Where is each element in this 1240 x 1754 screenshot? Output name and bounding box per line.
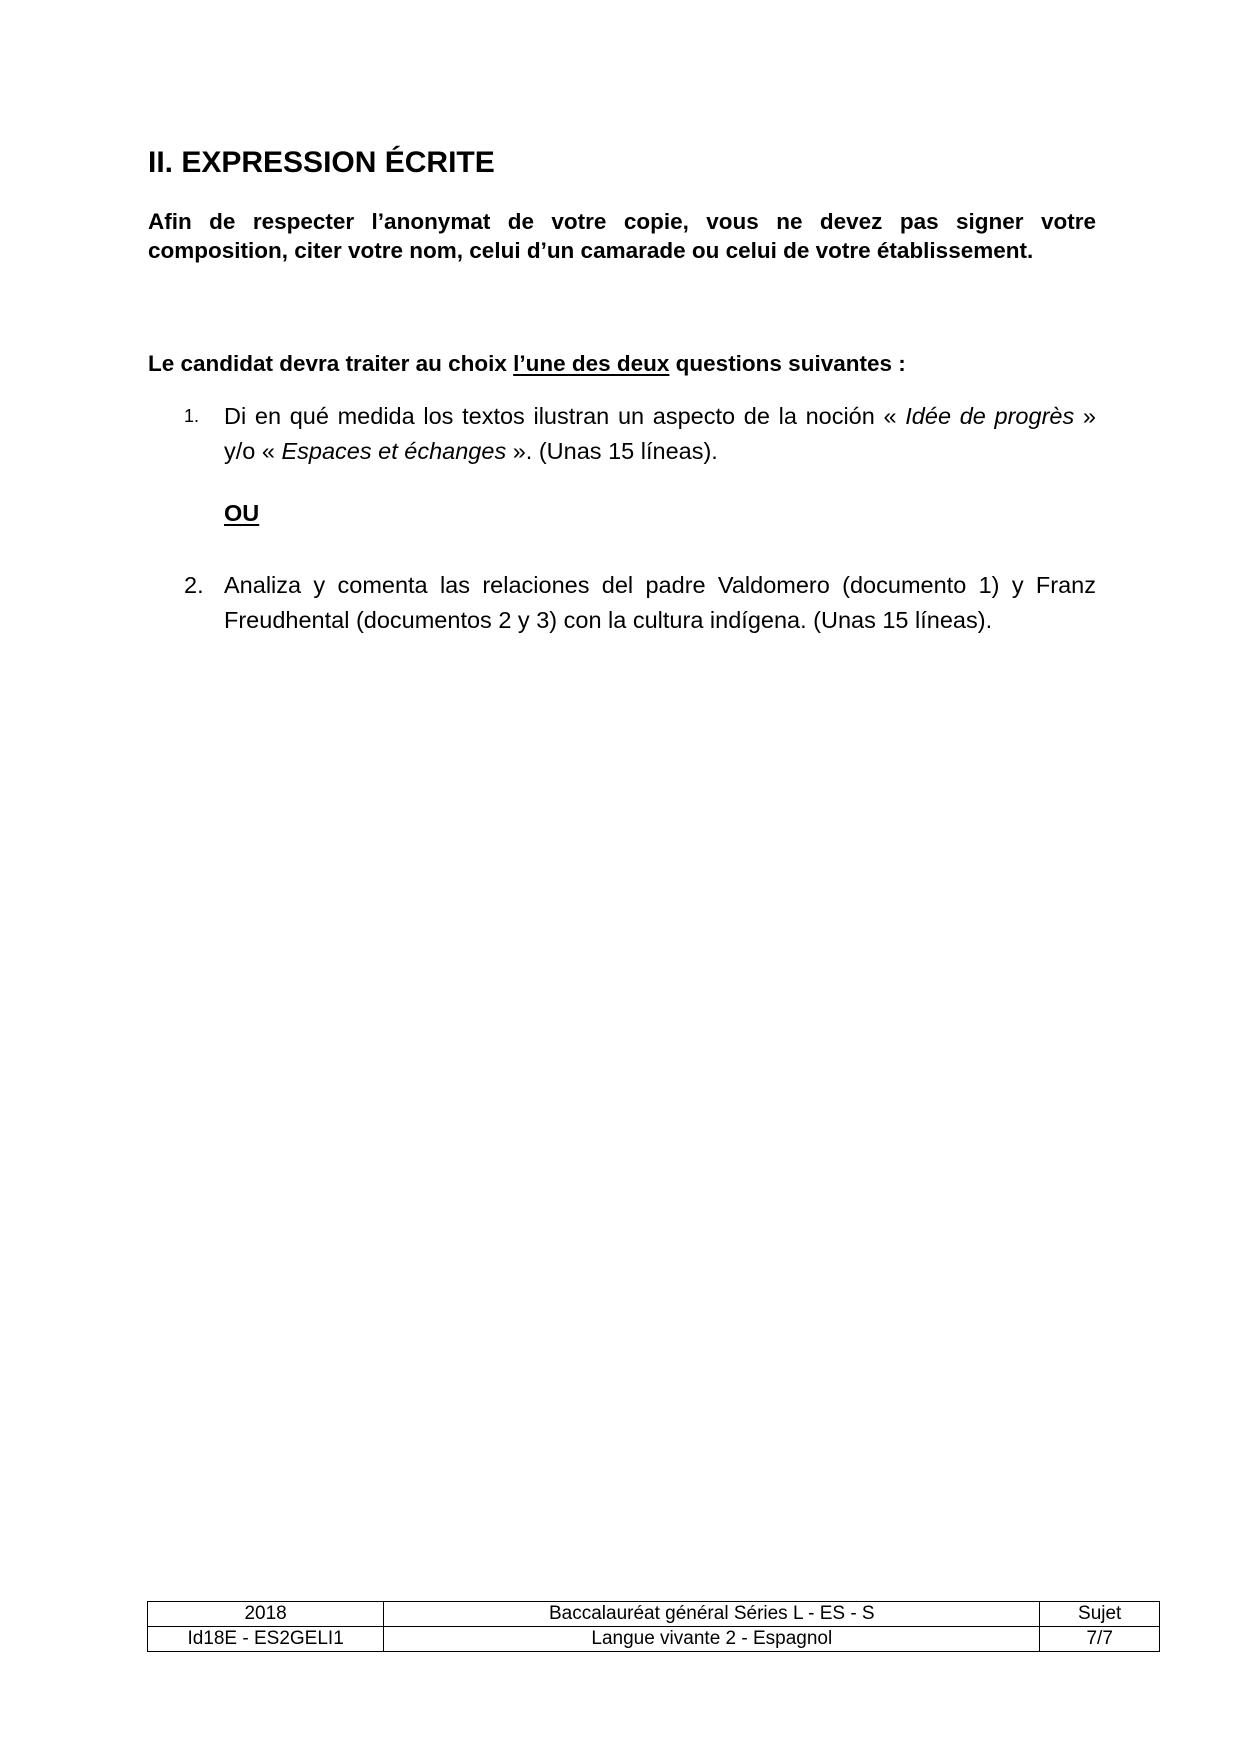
question-number: 2. — [184, 572, 204, 598]
section-title: II. EXPRESSION ÉCRITE — [148, 146, 495, 179]
question-text-part: Di en qué medida los textos ilustran un aspecto de la noción « — [224, 403, 906, 429]
footer-type: Sujet — [1040, 1602, 1160, 1627]
footer-row — [148, 1602, 1160, 1627]
footer-exam: Baccalauréat général Séries L - ES - S — [384, 1602, 1040, 1627]
footer-year: 2018 — [148, 1602, 384, 1627]
footer-code: Id18E - ES2GELI1 — [148, 1627, 384, 1652]
instruction — [148, 349, 1096, 378]
footer-subject: Langue vivante 2 - Espagnol — [384, 1627, 1040, 1652]
instruction-start: Le candidat devra traiter au choix — [148, 351, 514, 376]
footer-table — [147, 1601, 1160, 1652]
anonymity-notice: Afin de respecter l’anonymat de votre copie, vous ne devez pas signer votre composition, citer votre nom, celui d’un camarade ou celui de votre établissement. — [148, 209, 1096, 263]
or-separator: OU — [224, 500, 260, 526]
instruction-emphasis: l’une des deux — [513, 351, 670, 376]
question-text-part: » y/o « — [224, 403, 1096, 464]
question-number: 1. — [184, 406, 200, 426]
footer-row — [148, 1627, 1160, 1652]
notion-title: Idée de progrès — [905, 403, 1075, 429]
notion-title: Espaces et échanges — [281, 438, 507, 464]
instruction-end: questions suivantes : — [669, 351, 906, 376]
question-text — [224, 399, 1096, 469]
question-1 — [148, 399, 1096, 469]
question-text: Analiza y comenta las relaciones del padre Valdomero (documento 1) y Franz Freudhental (documentos 2 y 3) con la cultura indígena. (Unas 15 líneas). — [224, 572, 1096, 633]
question-text-part: ». (Unas 15 líneas). — [506, 438, 718, 464]
footer-page: 7/7 — [1040, 1627, 1160, 1652]
question-2 — [148, 568, 1096, 638]
